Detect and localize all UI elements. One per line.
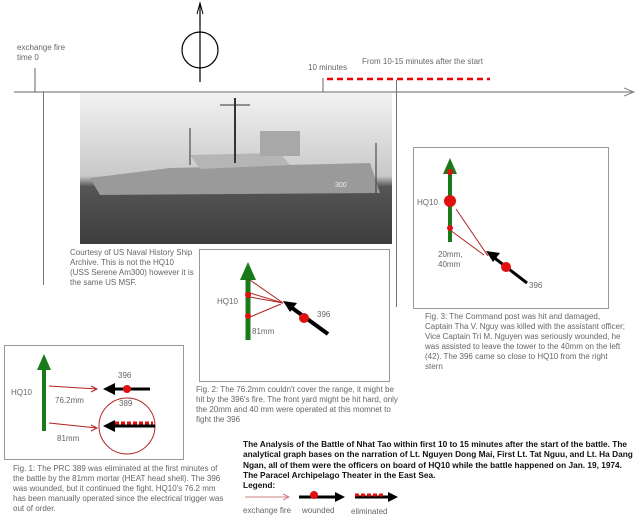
weapon-label	[438, 250, 462, 270]
legend-symbols	[243, 489, 413, 505]
time-zero-text: time 0	[17, 53, 39, 62]
legend-eliminated-icon	[355, 492, 398, 502]
legend-wounded-icon	[299, 491, 345, 502]
hq10-label: HQ10	[11, 388, 32, 397]
weapon-20mm: 20mm,	[438, 250, 463, 259]
fig2-diagram	[199, 249, 390, 382]
enemy-396-label: 396	[118, 371, 132, 380]
ten-minutes-label: 10 minutes	[308, 63, 348, 72]
fig2-caption: Fig. 2: The 76.2mm couldn't cover the range, it might be hit by the 396's fire. The front yard might be hit hard, only the 20mm and 40 mm were operated at this momnet to fight the 396	[196, 385, 398, 424]
enemy-label: 396	[529, 281, 543, 290]
legend-exchange-fire-icon	[245, 494, 289, 500]
fig3-caption: Fig. 3: The Command post was hit and damaged, Captain Tha V. Nguy was killed with the assistant officer; Vice Captain Tri M. Nguyen was seriously wounded, he was assisted to leave the tower to the 40mm on the left (42). The 396 came so close to HQ10 from the right stern	[425, 312, 625, 371]
enemy-389-label: 389	[119, 399, 133, 408]
wounded-mark	[299, 313, 309, 323]
ship-photo	[80, 93, 392, 244]
fig1-caption: Fig. 1: The PRC 389 was eliminated at the first minutes of the battle by the 81mm mortar (HEAT head shell). The 396 was wounded, but it continued the fight. HQ10's 76.2 mm has been manually operated since the electrical trigger was out of order.	[13, 464, 224, 513]
weapon-40mm: 40mm	[438, 260, 461, 269]
left-divider	[43, 92, 44, 285]
analysis-text: The Analysis of the Battle of Nhat Tao within first 10 to 15 minutes after the start of the battle. The analytical graph bases on the narration of Lt. Nguyen Dong Mai, First Lt. Tat Nguu, and Lt. Ha Dang Ngan, all of them were the officers on board of HQ10 while the battle happened on Jan. 19, 1974. The Paracel Archipelago Theater in the East Sea.	[243, 439, 633, 480]
right-divider	[396, 80, 397, 307]
exchange-fire-text: exchange fire	[17, 43, 66, 52]
hq10-label: HQ10	[417, 198, 438, 207]
legend-eliminated-label: eliminated	[351, 507, 388, 516]
weapon-76mm-label: 76.2mm	[55, 396, 84, 405]
enemy-label: 396	[317, 310, 331, 319]
fig3-diagram	[413, 147, 609, 309]
hq10-label: HQ10	[217, 297, 238, 306]
fig1-diagram	[4, 345, 184, 460]
legend-title: Legend:	[243, 480, 276, 491]
legend-wounded-label: wounded	[302, 506, 335, 515]
legend-exchange-fire-label: exchange fire	[243, 506, 292, 515]
exchange-fire-arrows	[250, 280, 283, 317]
weapon-81mm-label: 81mm	[57, 434, 80, 443]
compass-letter	[194, 38, 210, 64]
period-label: From 10-15 minutes after the start	[362, 57, 483, 66]
analysis-title	[243, 439, 638, 490]
timeline	[0, 0, 640, 100]
weapon-label: 81mm	[252, 327, 275, 336]
time-zero-label	[17, 43, 65, 63]
photo-caption: Courtesy of US Naval History Ship Archive. This is not the HQ10 (USS Serene Am300) however it is the same US MSF.	[70, 248, 194, 287]
hull-number: 300	[335, 182, 347, 189]
